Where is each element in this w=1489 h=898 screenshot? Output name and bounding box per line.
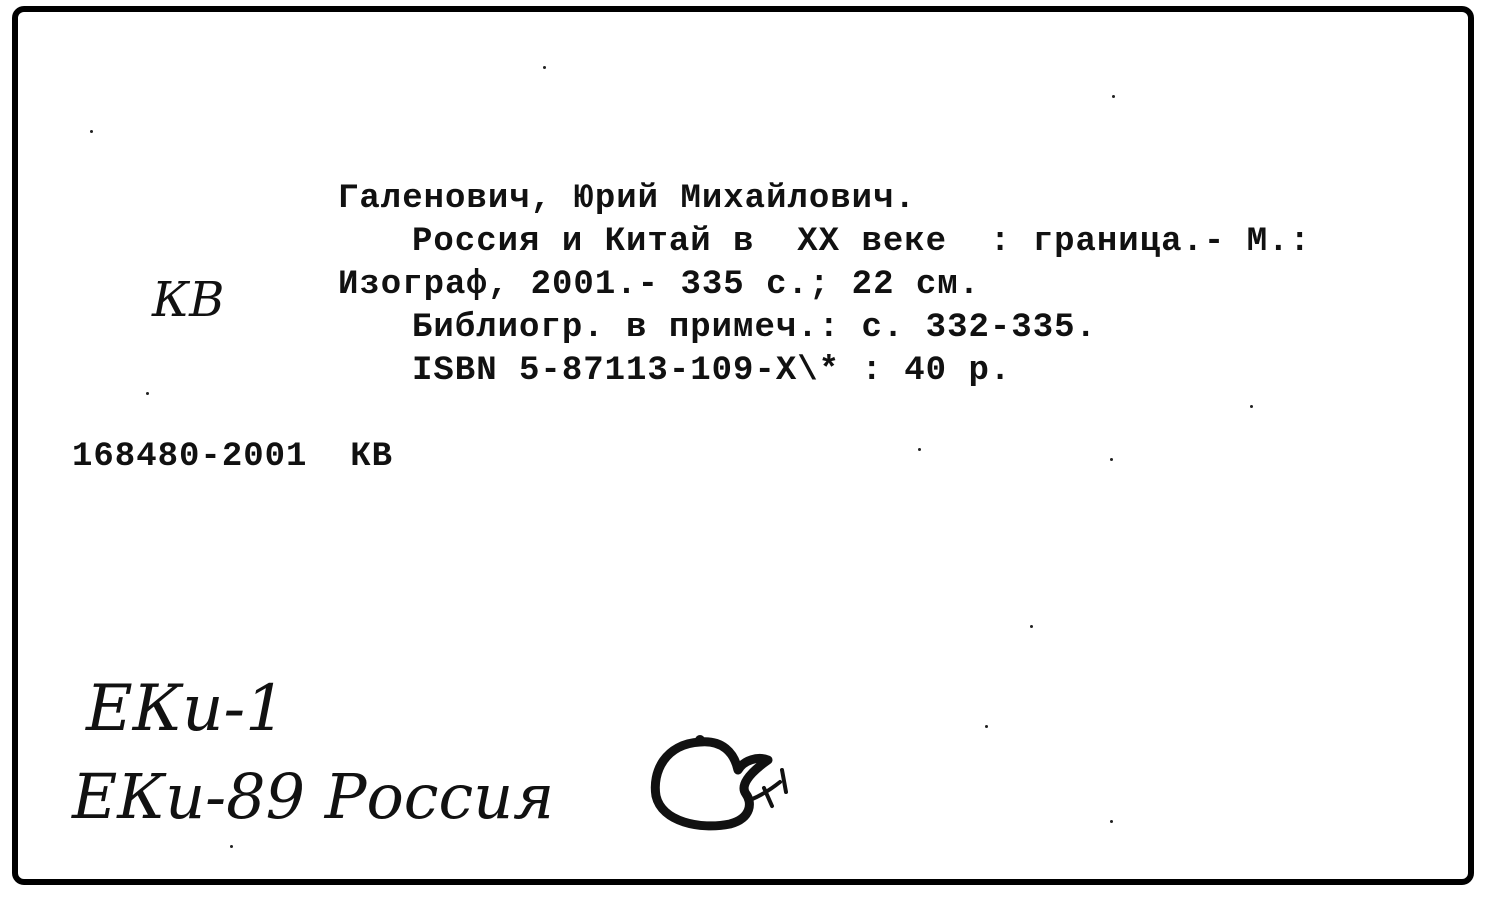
handwritten-margin-mark: КВ (152, 272, 225, 328)
speck (1030, 625, 1033, 628)
title-line: Россия и Китай в XX веке : граница.- М.: (412, 223, 1311, 261)
handwritten-shelf-mark-1: ЕКи-1 (86, 672, 286, 746)
round-stamp-icon (640, 730, 820, 840)
speck (230, 845, 233, 848)
speck (1250, 405, 1253, 408)
speck (543, 66, 546, 69)
isbn-line: ISBN 5-87113-109-X\* : 40 р. (412, 352, 1012, 390)
speck (918, 448, 921, 451)
speck (1110, 458, 1113, 461)
speck (1110, 820, 1113, 823)
author-heading: Галенович, Юрий Михайлович. (338, 180, 916, 218)
speck (146, 392, 149, 395)
publication-line: Изограф, 2001.- 335 с.; 22 см. (338, 266, 981, 304)
handwritten-shelf-mark-2: ЕКи-89 Россия (72, 760, 555, 833)
speck (985, 725, 988, 728)
notes-line: Библиогр. в примеч.: с. 332-335. (412, 309, 1097, 347)
speck (90, 130, 93, 133)
speck (1112, 95, 1115, 98)
accession-number: 168480-2001 КВ (72, 438, 394, 476)
